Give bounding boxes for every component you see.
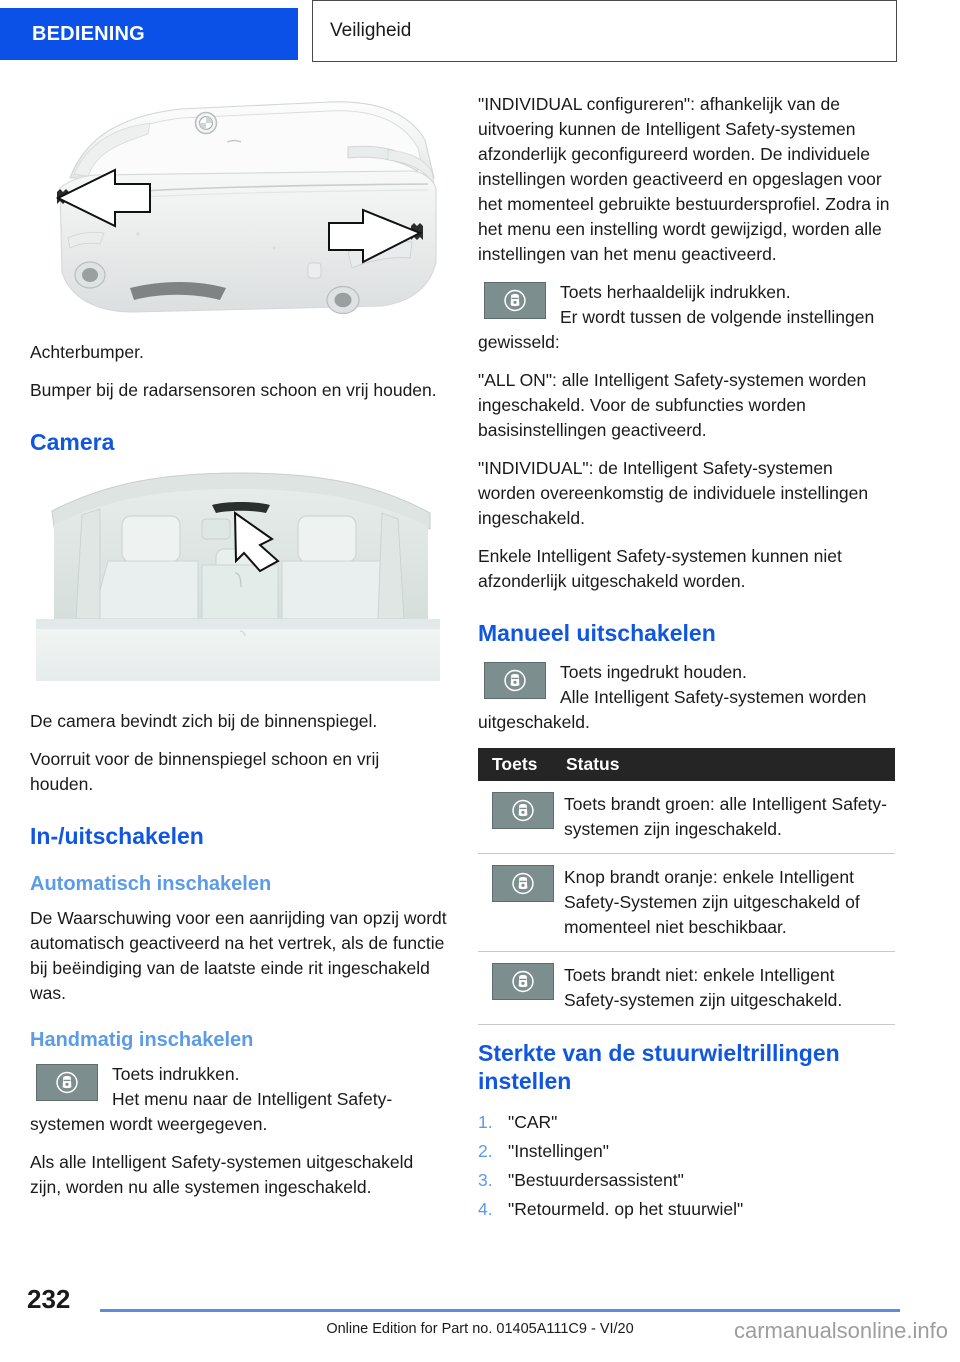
step-hold-key [478,660,895,735]
topic-label: Veiligheid [330,20,412,41]
step-hold-key-line2: Alle Intelligent Safety-systemen worden uitgeschakeld. [478,687,867,732]
page-footer [0,1282,960,1362]
heading-in-uitschakelen: In-/uitschakelen [30,823,204,849]
list-item[interactable]: "CAR" [508,1112,558,1132]
status-table-cell-text: Knop brandt oranje: enkele Intelligent Safety-Systemen zijn uitgeschakeld of momenteel niet beschikbaar. [564,867,860,937]
status-table-cell-text: Toets brandt niet: enkele Intelligent Safety-systemen zijn uitgeschakeld. [564,965,843,1010]
intelligent-safety-key-icon[interactable] [492,865,554,902]
para-all-off: Als alle Intelligent Safety-systemen uitgeschakeld zijn, worden nu alle systemen ingeschakeld. [30,1152,414,1197]
status-table-header [478,748,895,781]
step-repeat-press-line2: Er wordt tussen de volgende instellingen gewisseld: [478,307,875,352]
heading-camera: Camera [30,429,115,455]
status-table-cell-icon [478,865,564,940]
list-item[interactable]: "Instellingen" [508,1141,609,1161]
step-hold-key-line1: Toets ingedrukt houden. [560,662,747,682]
page-header [0,8,960,60]
list-item[interactable]: "Bestuurdersassistent" [508,1170,684,1190]
status-table-col-status: Status [566,754,620,774]
heading-sterkte-stuurwieltrillingen: Sterkte van de stuurwieltrillingen instellen [478,1040,840,1094]
status-table-col-toets: Toets [492,754,538,774]
figure-rear-bumper [30,92,447,322]
table-row [478,952,895,1025]
table-row [478,854,895,952]
para-some-not-off: Enkele Intelligent Safety-systemen kunnen niet afzonderlijk uitgeschakeld worden. [478,546,842,591]
footer-divider [100,1309,900,1312]
intelligent-safety-key-icon[interactable] [484,282,546,319]
right-column [478,92,895,1224]
left-column [30,92,447,1213]
watermark-text: carmanualsonline.info [733,1318,948,1343]
figure-interior-camera [30,469,447,691]
para-automatisch: De Waarschuwing voor een aanrijding van opzij wordt automatisch geactiveerd na het vertrek, als de functie bij beëindiging van de laatste einde rit ingeschakeld was. [30,908,447,1003]
status-table-cell-text: Toets brandt groen: alle Intelligent Safety-systemen zijn ingeschakeld. [564,794,887,839]
list-item[interactable]: "Retourmeld. op het stuurwiel" [508,1199,744,1219]
section-tab-label: BEDIENING [32,22,145,45]
step-repeat-press [478,280,895,355]
page-number: 232 [27,1284,71,1314]
para-individual-config: "INDIVIDUAL configureren": afhankelijk van de uitvoering kunnen de Intelligent Safety-systemen afzonderlijk geconfigureerd worden. De individuele instellingen worden geactiveerd en opgeslagen voor het momenteel gebruikte bestuurdersprofiel. Zodra in het menu een instelling wordt gewijzigd, worden alle instellingen van het menu geactiveerd. [478,94,890,264]
heading-manueel-uitschakelen: Manueel uitschakelen [478,620,716,646]
intelligent-safety-key-icon[interactable] [492,792,554,829]
heading-automatisch-inschakelen: Automatisch inschakelen [30,873,272,895]
intelligent-safety-key-icon[interactable] [484,662,546,699]
step-press-key [30,1062,447,1137]
table-row [478,781,895,854]
topic-box [312,0,897,62]
status-table [478,748,895,1025]
status-table-cell-icon [478,963,564,1013]
step-repeat-press-line1: Toets herhaaldelijk indrukken. [560,282,791,302]
para-windscreen-clean: Voorruit voor de binnenspiegel schoon en vrij houden. [30,749,380,794]
para-camera-location: De camera bevindt zich bij de binnenspiegel. [30,711,378,731]
intelligent-safety-key-icon[interactable] [492,963,554,1000]
status-table-cell-icon [478,792,564,842]
caption-rear-bumper: Achterbumper. [30,342,144,362]
menu-path-steps [478,1108,895,1224]
para-individual: "INDIVIDUAL": de Intelligent Safety-systemen worden overeenkomstig de individuele instellingen ingeschakeld. [478,458,869,528]
edition-note: Online Edition for Part no. 01405A111C9 - VI/20 [326,1321,634,1337]
step-press-key-line2: Het menu naar de Intelligent Safety-systemen wordt weergegeven. [30,1089,393,1134]
para-bumper-clean: Bumper bij de radarsensoren schoon en vrij houden. [30,380,437,400]
intelligent-safety-key-icon[interactable] [36,1064,98,1101]
section-tab [0,8,298,60]
step-press-key-line1: Toets indrukken. [112,1064,240,1084]
heading-handmatig-inschakelen: Handmatig inschakelen [30,1029,254,1051]
para-all-on: "ALL ON": alle Intelligent Safety-systemen worden ingeschakeld. Voor de subfuncties worden basisinstellingen geactiveerd. [478,370,867,440]
